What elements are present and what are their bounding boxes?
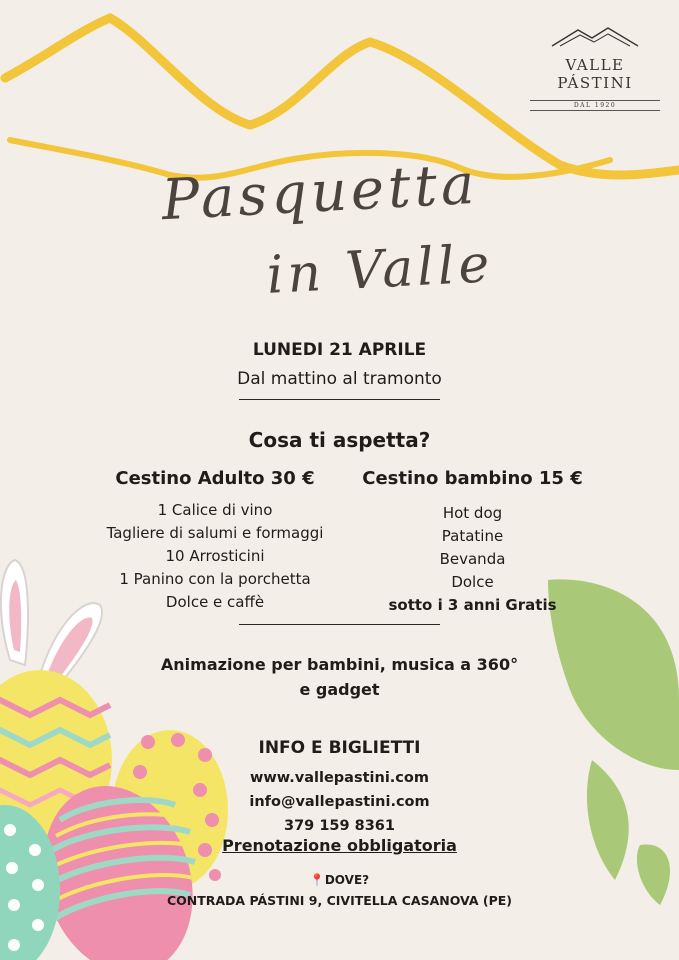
child-basket — [350, 468, 595, 617]
contact-block — [0, 766, 679, 838]
booking-required: Prenotazione obbligatoria — [222, 836, 457, 855]
list-item: 1 Panino con la porchetta — [119, 570, 311, 588]
brand-since: DAL 1920 — [530, 100, 660, 111]
divider — [239, 399, 440, 400]
animation-text — [0, 652, 679, 702]
adult-basket — [95, 468, 335, 614]
info-heading: INFO E BIGLIETTI — [258, 738, 421, 758]
animation-line2: e gadget — [299, 680, 380, 699]
brand-name: VALLE PÁSTINI — [557, 56, 633, 92]
location-label-text: DOVE? — [324, 873, 370, 887]
event-date: LUNEDI 21 APRILE — [252, 340, 427, 360]
website-link[interactable]: www.vallepastini.com — [250, 770, 429, 786]
list-item: Patatine — [441, 527, 504, 545]
list-item: 10 Arrosticini — [165, 547, 265, 565]
mountain-logo-icon — [550, 24, 640, 48]
child-basket-heading: Cestino bambino 15 € — [362, 468, 583, 489]
event-title-line1: Pasquetta — [160, 151, 480, 234]
phone-number[interactable]: 379 159 8361 — [284, 818, 395, 834]
list-item: Hot dog — [442, 504, 503, 522]
list-item: 1 Calice di vino — [157, 501, 273, 519]
section-title: Cosa ti aspetta? — [248, 428, 431, 452]
event-time: Dal mattino al tramonto — [237, 369, 442, 389]
list-item: Bevanda — [439, 550, 506, 568]
event-title-line2: in Valle — [265, 234, 495, 306]
location-label — [0, 873, 679, 887]
child-basket-note: sotto i 3 anni Gratis — [388, 596, 557, 614]
list-item: Dolce e caffè — [165, 593, 265, 611]
brand-logo — [525, 24, 665, 111]
email-link[interactable]: info@vallepastini.com — [249, 794, 430, 810]
location-address: CONTRADA PÁSTINI 9, CIVITELLA CASANOVA (PE) — [166, 893, 513, 908]
adult-basket-heading: Cestino Adulto 30 € — [115, 468, 315, 489]
divider — [239, 624, 440, 625]
list-item: Tagliere di salumi e formaggi — [106, 524, 324, 542]
pin-icon: 📍 — [309, 873, 325, 887]
list-item: Dolce — [451, 573, 494, 591]
animation-line1: Animazione per bambini, musica a 360° — [160, 655, 519, 674]
